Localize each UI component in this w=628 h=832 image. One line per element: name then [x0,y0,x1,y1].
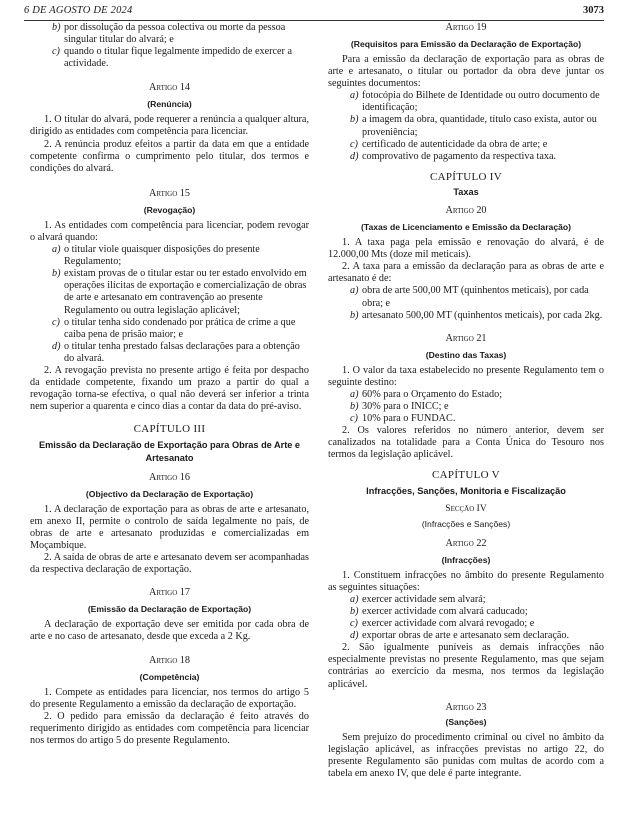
header-date: 6 DE AGOSTO DE 2024 [24,5,133,16]
article-title: (Destino das Taxas) [425,349,507,360]
paragraph: 2. O pedido para emissão da declaração é feito através do requerimento dirigido as entidades com competência para licenciar nos termos do artigo 5 do presente Regulamento. [30,710,309,746]
paragraph: 1. Compete as entidades para licenciar, nos termos do artigo 5 do presente Regulamento a emissão da declaração de exportação. [30,686,309,710]
paragraph: 2. São igualmente puníveis as demais infracções não especialmente previstas no presente Regulamento, mas que sejam contrárias ao exercício da mesma, nos termos da legislação aplicável. [328,642,604,690]
chapter-title: Infracções, Sanções, Monitoria e Fiscalização [366,486,566,497]
list-item: d) comprovativo de pagamento da respectiva taxa. [350,150,557,162]
article-title: (Objectivo da Declaração de Exportação) [85,488,254,499]
article-title: (Sanções) [445,716,487,727]
paragraph: 1. As entidades com competência para licenciar, podem revogar o alvará quando: [30,219,309,243]
article-title: (Requisitos para Emissão da Declaração de Exportação) [350,39,582,49]
list-item: a) 60% para o Orçamento do Estado; [350,388,503,400]
list-item: c) certificado de autenticidade da obra de arte; e [350,138,548,150]
paragraph: 1. A taxa paga pela emissão e renovação do alvará, é de 12.000,00 Mts (doze mil meticais). [328,237,604,261]
article-label: Artigo 14 [148,82,191,94]
article-label: Artigo 15 [148,187,191,199]
paragraph: 2. A saída de obras de arte e artesanato devem ser acompanhadas da respectiva declaração de exportação. [30,552,309,576]
article-title: (Competência) [139,671,200,682]
article-label: Artigo 23 [445,701,487,713]
article-label: Artigo 22 [445,537,487,549]
article-title: (Taxas de Licenciamento e Emissão da Declaração) [360,222,571,233]
article-label: Artigo 20 [445,205,487,217]
paragraph: 1. O titular do alvará, pode requerer a renúncia a qualquer altura, dirigido as entidades com competência para licenciar. [30,114,309,138]
list-item: d) exportar obras de arte e artesanato sem declaração. [350,630,570,642]
paragraph: Sem prejuízo do procedimento criminal ou cível no âmbito da legislação aplicável, as infracções previstas no artigo 22, do presente Regulamento são punidas com multas de acordo com a tabela em anexo IV, que dele é parte integrante. [328,731,604,779]
article-title: (Revogação) [143,204,196,215]
paragraph: 1. O valor da taxa estabelecido no presente Regulamento tem o seguinte destino: [328,364,604,388]
list-item: c) o titular tenha sido condenado por prática de crime a que caiba pena de prisão maior; e [52,316,296,340]
list-item: b) exercer actividade com alvará caducado; [350,605,528,617]
list-item: d) o titular tenha prestado falsas declarações para a obtenção do alvará. [52,340,300,364]
chapter-title: Emissão da Declaração de Exportação para Obras de Arte e Artesanato [38,440,301,463]
paragraph: 2. Os valores referidos no número anterior, devem ser canalizados na totalidade para a Conta Única do Tesouro nos termos da legislação aplicável. [328,425,604,461]
article-title: (Infracções) [441,554,491,565]
chapter-label: CAPÍTULO V [432,469,500,482]
paragraph: A declaração de exportação deve ser emitida por cada obra de arte e no caso de artesanato, desde que exceda a 2 Kg. [30,619,309,643]
list-item: c) exercer actividade com alvará revogado; e [350,618,535,630]
list-item: b) a imagem da obra, quantidade, título caso exista, autor ou proveniência; [350,114,597,138]
article-title: (Emissão da Declaração de Exportação) [87,604,252,615]
page-number: 3073 [583,5,604,16]
paragraph: 2. A taxa para a emissão da declaração para as obras de arte e artesanato é de: [328,261,604,285]
article-label: Artigo 18 [148,654,191,666]
list-item: b) por dissolução da pessoa colectiva ou morte da pessoa singular titular do alvará; e [52,22,286,46]
article-label: Artigo 17 [148,587,191,599]
list-item: b) 30% para o INICC; e [350,400,449,412]
chapter-title: Taxas [453,186,479,197]
paragraph: 2. A renúncia produz efeitos a partir da data em que a entidade competente confirma o cumprimento pelo titular, dos termos e condições do alvará. [30,138,309,174]
paragraph: 1. Constituem infracções no âmbito do presente Regulamento as seguintes situações: [328,569,604,593]
article-label: Artigo 19 [445,22,487,33]
section-title: (Infracções e Sanções) [421,518,511,529]
list-item: c) 10% para o FUNDAC. [350,413,456,425]
article-label: Artigo 16 [148,471,191,483]
paragraph: 1. A declaração de exportação para as obras de arte e artesanato, em anexo II, permite o controlo de saída legalmente no país, de obras de arte e artesanato produzidas e comercializadas em Moçambique. [30,503,309,552]
article-title: (Renúncia) [147,99,192,110]
right-column [328,22,604,780]
article-label: Artigo 21 [445,332,487,344]
list-item: c) quando o titular fique legalmente impedido de exercer a actividade. [52,46,292,70]
list-item: b) existam provas de o titular estar ou ter estado envolvido em operações ilícitas de exportação e comercialização de obras de arte e artesanato em contravenção ao presente Regulamento ou outra legislação aplicável; [52,268,307,316]
chapter-label: CAPÍTULO III [133,423,206,436]
list-item: a) fotocópia do Bilhete de Identidade ou outro documento de identificação; [350,90,600,114]
section-label: Secção IV [445,503,487,514]
paragraph: 2. A revogação prevista no presente artigo é feita por despacho da entidade competente, fixando um prazo a partir do qual a revogação torna-se efectiva, o qual não deverá ser inferior a trinta nem superior a quarenta e cinco dias a contar da data do pré-aviso. [30,364,309,413]
list-item: b) artesanato 500,00 MT (quinhentos meticais), por cada 2kg. [350,309,603,321]
page-header [24,4,604,21]
list-item: a) obra de arte 500,00 MT (quinhentos meticais), por cada obra; e [350,285,589,309]
list-item: a) exercer actividade sem alvará; [350,593,486,605]
left-column [30,22,309,747]
chapter-label: CAPÍTULO IV [429,170,503,183]
list-item: a) o titular viole quaisquer disposições do presente Regulamento; [52,244,260,268]
paragraph: Para a emissão da declaração de exportação para as obras de arte e artesanato, o titular ou portador da obra deve juntar os seguintes documentos: [328,54,604,90]
